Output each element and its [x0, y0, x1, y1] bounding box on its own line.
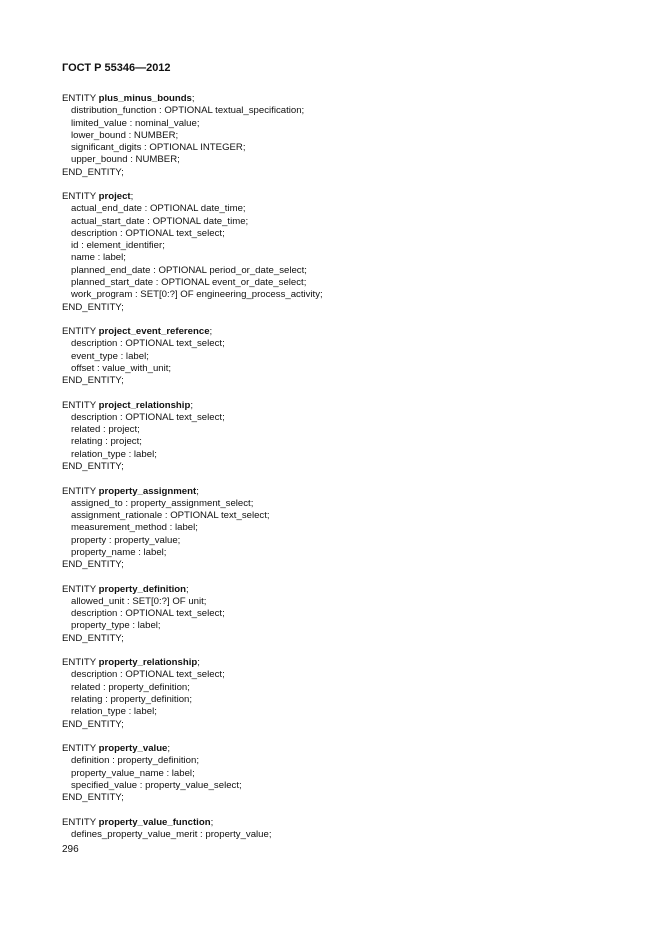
- entity-block: [62, 743, 642, 804]
- entity-declaration: [62, 326, 642, 338]
- entity-declaration: [62, 743, 642, 755]
- entity-attribute: property_type : label;: [71, 620, 161, 632]
- entity-name: plus_minus_bounds: [98, 93, 192, 104]
- entity-attribute: work_program : SET[0:?] OF engineering_process_activity;: [71, 289, 323, 301]
- end-entity: END_ENTITY;: [62, 792, 124, 804]
- entity-block: [62, 817, 642, 842]
- entity-listing: [62, 93, 642, 853]
- entity-keyword: ENTITY: [62, 657, 99, 669]
- entity-attribute: actual_end_date : OPTIONAL date_time;: [71, 203, 246, 215]
- entity-attribute: upper_bound : NUMBER;: [71, 154, 180, 166]
- entity-attribute: offset : value_with_unit;: [71, 362, 172, 374]
- entity-semicolon: ;: [210, 816, 214, 828]
- entity-block: [62, 486, 642, 572]
- entity-attribute: relating : project;: [71, 436, 142, 448]
- entity-name: property_relationship: [98, 657, 198, 669]
- entity-declaration: [62, 584, 642, 596]
- entity-attribute: related : project;: [71, 424, 140, 436]
- entity-attribute: assigned_to : property_assignment_select;: [71, 497, 254, 509]
- entity-attribute: significant_digits : OPTIONAL INTEGER;: [71, 142, 246, 154]
- entity-name: property_definition: [98, 583, 187, 595]
- entity-name: property_assignment: [98, 485, 197, 497]
- entity-attribute: event_type : label;: [71, 350, 149, 362]
- entity-keyword: ENTITY: [62, 191, 99, 203]
- entity-attribute: planned_start_date : OPTIONAL event_or_date_select;: [71, 276, 307, 288]
- entity-block: [62, 326, 642, 387]
- end-entity: END_ENTITY;: [62, 301, 124, 313]
- entity-keyword: ENTITY: [62, 816, 99, 828]
- entity-attribute: name : label;: [71, 252, 126, 264]
- entity-attribute: actual_start_date : OPTIONAL date_time;: [71, 215, 249, 227]
- entity-keyword: ENTITY: [62, 583, 99, 595]
- entity-attribute: limited_value : nominal_value;: [71, 117, 200, 129]
- entity-name: property_value_function: [98, 816, 211, 828]
- entity-keyword: ENTITY: [62, 399, 99, 411]
- entity-attribute: planned_end_date : OPTIONAL period_or_date_select;: [71, 264, 307, 276]
- entity-declaration: [62, 817, 642, 829]
- entity-attribute: measurement_method : label;: [71, 522, 198, 534]
- entity-declaration: [62, 486, 642, 498]
- entity-semicolon: ;: [197, 657, 200, 669]
- entity-block: [62, 657, 642, 731]
- entity-keyword: ENTITY: [62, 93, 99, 104]
- entity-semicolon: ;: [191, 93, 195, 104]
- entity-attribute: relation_type : label;: [71, 706, 157, 718]
- page-number: 296: [62, 844, 79, 855]
- entity-name: project: [98, 191, 131, 203]
- document-header: ГОСТ Р 55346—2012: [62, 62, 171, 74]
- entity-attribute: specified_value : property_value_select;: [71, 779, 242, 791]
- entity-name: project_relationship: [98, 399, 191, 411]
- entity-attribute: description : OPTIONAL text_select;: [71, 338, 225, 350]
- end-entity: END_ENTITY;: [62, 166, 124, 178]
- entity-declaration: [62, 657, 642, 669]
- entity-name: property_value: [98, 743, 168, 755]
- end-entity: END_ENTITY;: [62, 632, 124, 644]
- entity-declaration: [62, 191, 642, 203]
- entity-keyword: ENTITY: [62, 485, 99, 497]
- entity-semicolon: ;: [209, 326, 213, 338]
- entity-semicolon: ;: [186, 583, 189, 595]
- entity-block: [62, 191, 642, 314]
- entity-attribute: distribution_function : OPTIONAL textual_specification;: [71, 105, 305, 117]
- entity-semicolon: ;: [196, 485, 199, 497]
- end-entity: END_ENTITY;: [62, 460, 124, 472]
- entity-attribute: description : OPTIONAL text_select;: [71, 227, 225, 239]
- entity-block: [62, 93, 642, 179]
- entity-attribute: relating : property_definition;: [71, 694, 193, 706]
- entity-attribute: description : OPTIONAL text_select;: [71, 608, 225, 620]
- entity-attribute: related : property_definition;: [71, 681, 190, 693]
- entity-attribute: relation_type : label;: [71, 448, 157, 460]
- entity-attribute: description : OPTIONAL text_select;: [71, 411, 225, 423]
- entity-semicolon: ;: [130, 191, 134, 203]
- entity-attribute: allowed_unit : SET[0:?] OF unit;: [71, 595, 207, 607]
- entity-block: [62, 584, 642, 645]
- entity-declaration: [62, 93, 642, 105]
- entity-keyword: ENTITY: [62, 326, 99, 338]
- end-entity: END_ENTITY;: [62, 559, 124, 571]
- end-entity: END_ENTITY;: [62, 375, 124, 387]
- entity-attribute: description : OPTIONAL text_select;: [71, 669, 225, 681]
- entity-attribute: property_value_name : label;: [71, 767, 195, 779]
- entity-name: project_event_reference: [98, 326, 210, 338]
- entity-attribute: property : property_value;: [71, 534, 181, 546]
- entity-semicolon: ;: [167, 743, 171, 755]
- entity-block: [62, 400, 642, 474]
- entity-attribute: id : element_identifier;: [71, 240, 165, 252]
- entity-attribute: definition : property_definition;: [71, 755, 199, 767]
- entity-attribute: assignment_rationale : OPTIONAL text_select;: [71, 510, 270, 522]
- entity-declaration: [62, 400, 642, 412]
- entity-attribute: property_name : label;: [71, 546, 167, 558]
- entity-semicolon: ;: [190, 399, 193, 411]
- end-entity: END_ENTITY;: [62, 718, 124, 730]
- entity-keyword: ENTITY: [62, 743, 99, 755]
- entity-attribute: lower_bound : NUMBER;: [71, 129, 179, 141]
- entity-attribute: defines_property_value_merit : property_value;: [71, 828, 272, 840]
